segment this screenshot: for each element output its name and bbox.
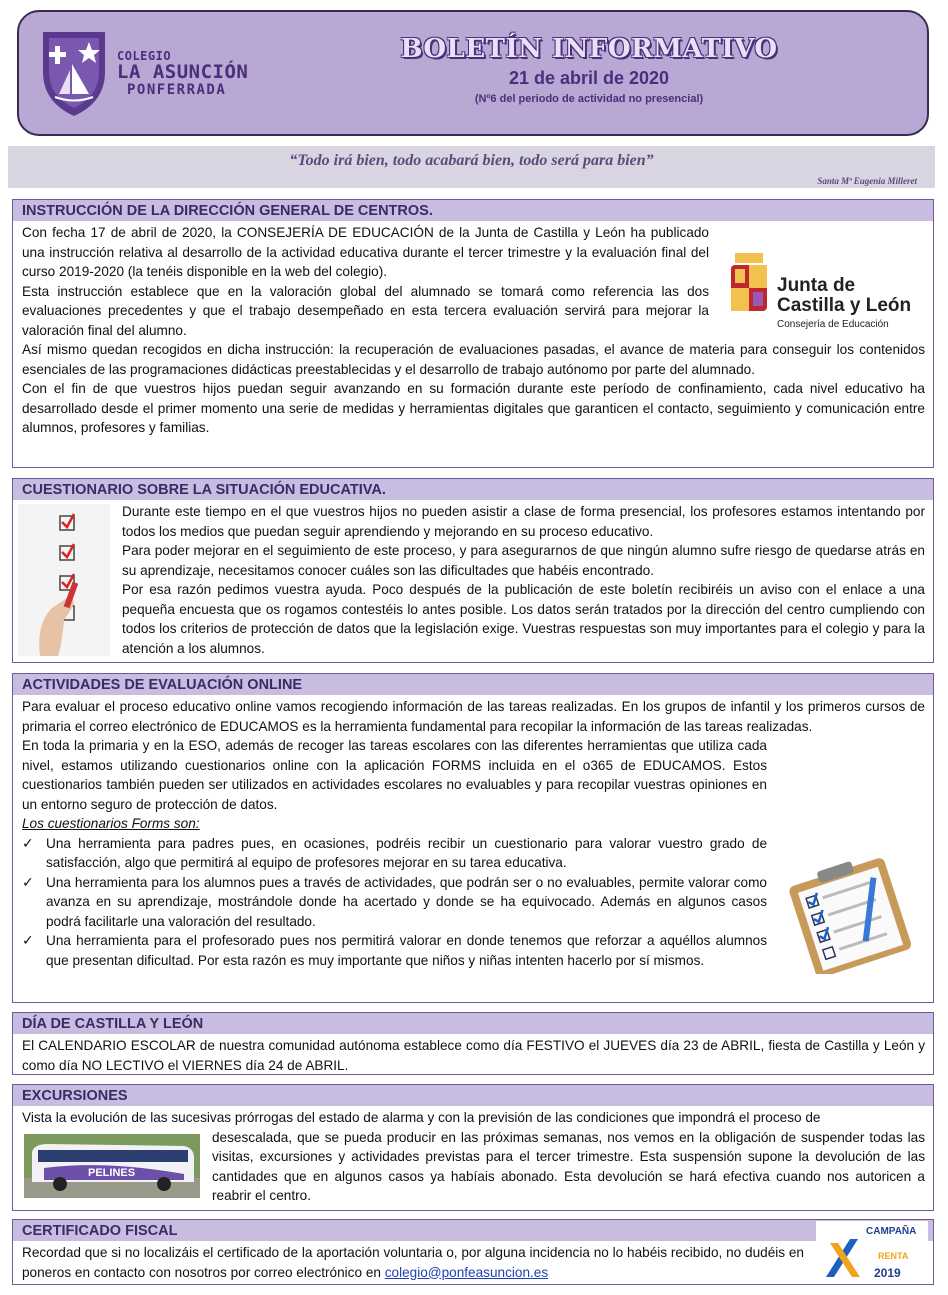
quote-author: Santa Mª Eugenia Milleret [817, 176, 917, 186]
list-item [22, 834, 925, 873]
section-certificado-fiscal [12, 1219, 934, 1285]
junta-logo-line-3: Consejería de Educación [777, 319, 889, 330]
renta-line-3: 2019 [874, 1266, 901, 1280]
paragraph: Con fecha 17 de abril de 2020, la CONSEJERÍA DE EDUCACIÓN de la Junta de Castilla y León ha publicado una instrucción relativa al desarrollo de la actividad educativa durante el tercer trimestre y la evaluación final del curso 2019-2020 (la tenéis disponible en la web del colegio). [22, 225, 709, 279]
bus-icon [24, 1134, 200, 1198]
certificado-text: Recordad que si no localizáis el certificado de la aportación voluntaria o, por alguna incidencia no lo habéis recibido, no dudéis en poneros en contacto con nosotros por correo electrónico en [22, 1245, 804, 1280]
campana-renta-icon [816, 1221, 928, 1283]
list-item [22, 931, 925, 970]
logo-line-2: LA ASUNCIÓN [117, 60, 249, 83]
checklist-hand-icon [18, 504, 110, 656]
section-title: CERTIFICADO FISCAL [13, 1220, 933, 1241]
renta-logo [816, 1221, 928, 1283]
email-link[interactable]: colegio@ponfeasuncion.es [384, 1264, 549, 1280]
school-logo [39, 26, 269, 126]
newsletter-date: 21 de abril de 2020 [508, 68, 670, 88]
list-item [22, 873, 925, 932]
check-icon: ✓ [22, 873, 34, 890]
paragraph: Por esa razón pedimos vuestra ayuda. Poco después de la publicación de este boletín recibiréis un aviso con el enlace a una pequeña encuesta que os rogamos contestéis lo antes posible. Los datos serán tratados por la dirección del centro cumpliendo con todos los criterios de protección de datos que la legislación exige. Vuestras respuestas son muy importantes para el colegio y para la atención a los alumnos. [122, 582, 925, 656]
junta-logo-line-2: Castilla y León [777, 295, 912, 316]
section-excursiones [12, 1084, 934, 1211]
paragraph: Durante este tiempo en el que vuestros hijos no pueden asistir a clase de forma presencial, los profesores estamos intentando por todos los medios que puedan seguir aprendiendo y mejorando en su proceso educativo. [122, 504, 925, 539]
school-name [117, 50, 248, 97]
quote-bar [8, 146, 935, 188]
junta-logo [721, 241, 927, 337]
check-icon: ✓ [22, 834, 34, 851]
junta-logo-line-1: Junta de [777, 275, 856, 296]
bus-image [24, 1134, 200, 1198]
newsletter-title: BOLETÍN INFORMATIVO [400, 34, 778, 64]
paragraph: Vista la evolución de las sucesivas prórrogas del estado de alarma y con la previsión de las condiciones que impondrá el proceso de [22, 1110, 821, 1125]
school-shield-icon [39, 26, 109, 118]
paragraph [22, 1243, 925, 1282]
paragraph: Para poder mejorar en el seguimiento de este proceso, y para asegurarnos de que ningún alumno sufre riesgo de quedarse atrás en su aprendizaje, necesitamos conocer cuáles son las dificultades que habéis encontrado. [122, 543, 925, 578]
paragraph: El CALENDARIO ESCOLAR de nuestra comunidad autónoma establece como día FESTIVO el JUEVES día 23 de ABRIL, fiesta de Castilla y León y como día NO LECTIVO el VIERNES día 24 de ABRIL. [22, 1038, 925, 1073]
section-dia-castilla [12, 1012, 934, 1075]
section-title: INSTRUCCIÓN DE LA DIRECCIÓN GENERAL DE CENTROS. [13, 200, 933, 221]
section-instruccion [12, 199, 934, 468]
newsletter-subtitle: (Nº6 del periodo de actividad no presencial) [474, 93, 704, 105]
paragraph: Con el fin de que vuestros hijos puedan seguir avanzando en su formación durante este período de confinamiento, cada nivel educativo ha desarrollado desde el primer momento una serie de medidas y herramientas digitales que garanticen el contacto, seguimiento y comunicación entre alumnos, profesores y familias. [22, 381, 925, 435]
list-item-text: Una herramienta para el profesorado pues nos permitirá valorar en donde tenemos que reforzar a aquéllos alumnos que presentan dificultad. Por esta razón es muy importante que niños y niñas intenten hacerlo por sí mismos. [46, 933, 767, 968]
section-cuestionario [12, 478, 934, 663]
check-icon: ✓ [22, 932, 34, 948]
bus-label: PELINES [88, 1166, 136, 1179]
section-title: CUESTIONARIO SOBRE LA SITUACIÓN EDUCATIVA. [13, 479, 933, 500]
junta-crest-icon [721, 241, 927, 337]
logo-line-1: COLEGIO [117, 49, 172, 63]
checklist-image [18, 504, 110, 656]
renta-line-1: CAMPAÑA [866, 1226, 917, 1237]
renta-line-2: RENTA [878, 1251, 909, 1261]
paragraph: En toda la primaria y en la ESO, además de recoger las tareas escolares con las diferentes herramientas que utiliza cada nivel, estamos utilizando cuestionarios online con la aplicación FORMS incluida en el o365 de EDUCAMOS. Estos cuestionarios también pueden ser utilizados en actividades escolares no evaluables y para recopilar vuestras opiniones en un entorno seguro de protección de datos. [22, 738, 767, 812]
section-title: ACTIVIDADES DE EVALUACIÓN ONLINE [13, 674, 933, 695]
paragraph: Para evaluar el proceso educativo online vamos recogiendo información de las tareas realizadas. En los grupos de infantil y los primeros cursos de primaria el correo electrónico de EDUCAMOS es la herramienta fundamental para recopilar la información de las tareas realizadas. [22, 699, 925, 734]
quote-text: “Todo irá bien, todo acabará bien, todo será para bien” [289, 152, 654, 169]
section-title: EXCURSIONES [13, 1085, 933, 1106]
title-block [349, 34, 829, 105]
paragraph: Así mismo quedan recogidos en dicha instrucción: la recuperación de evaluaciones pasadas, el avance de materia para conseguir los contenidos esenciales de las programaciones didácticas preestablecidas y el desarrollo de trabajo autónomo por parte del alumnado. [22, 342, 925, 377]
paragraph: desescalada, que se pueda producir en las próximas semanas, nos vemos en la obligación de suspender todas las visitas, excursiones y actividades previstas para el tercer trimestre. Esta suspensión supone la devolución de las cantidades que en algunos casos ya habíais abonado. Esta devolución se hará efectiva cuando nos autoricen a reabrir el centro. [212, 1129, 925, 1203]
paragraph: Esta instrucción establece que en la valoración global del alumnado se tomará como referencia las dos evaluaciones precedentes y que el trabajo desempeñado en esta tercera evaluación servirá para mejorar la valoración final del alumno. [22, 283, 709, 338]
section-title: DÍA DE CASTILLA Y LEÓN [13, 1013, 933, 1034]
logo-line-3: PONFERRADA [127, 81, 227, 98]
list-item-text: Una herramienta para los alumnos pues a través de actividades, que podrán ser o no evaluables, permite valorar como avanza en su aprendizaje, mostrándole donde ha acertado y donde se ha equivocado. Además en algunos casos podrá facilitarle una valoración del resultado. [46, 874, 767, 929]
list-item-text: Una herramienta para padres pues, en ocasiones, podréis recibir un cuestionario para valorar vuestro grado de satisfacción, algo que permitirá al equipo de profesores mejorar en su tarea educativa. [46, 835, 767, 870]
section-actividades-online [12, 673, 934, 1003]
forms-subheading: Los cuestionarios Forms son: [22, 816, 200, 831]
header-banner [17, 10, 929, 136]
forms-list [22, 834, 925, 971]
